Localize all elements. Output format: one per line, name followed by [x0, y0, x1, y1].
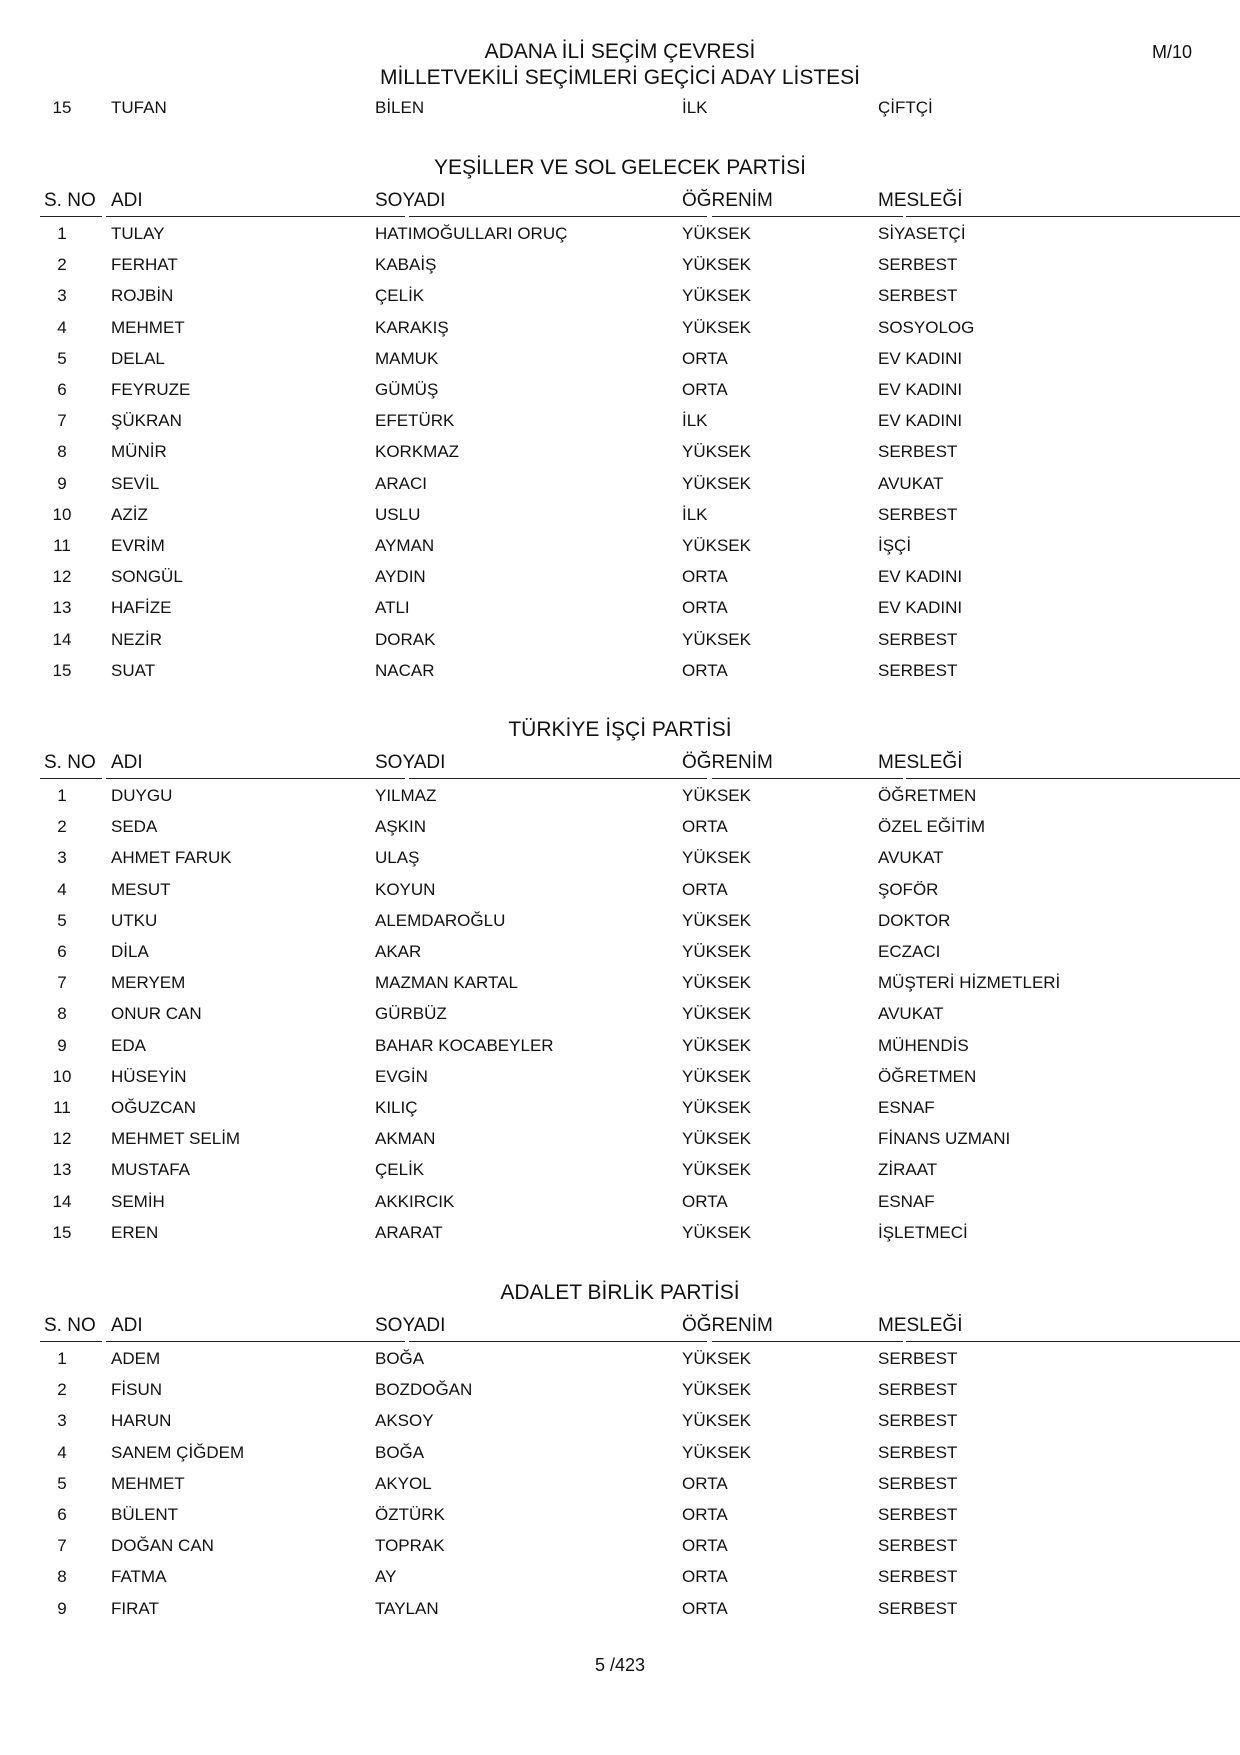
column-header-adi: ADI — [111, 190, 143, 211]
cell-adi: BÜLENT — [111, 1505, 179, 1524]
cell-ogrenim: ORTA — [682, 1536, 728, 1556]
header-underline — [906, 1341, 1240, 1342]
table-row — [40, 786, 1240, 810]
cell-adi: FIRAT — [111, 1598, 159, 1618]
cell-meslegi: ZİRAAT — [878, 1160, 938, 1180]
cell-ogrenim: YÜKSEK — [682, 1411, 751, 1431]
table-row — [40, 1474, 1240, 1498]
cell-soyadi: ATLI — [375, 598, 410, 618]
cell-ogrenim: YÜKSEK — [682, 1442, 751, 1462]
table-header — [40, 190, 1240, 218]
cell-soyadi: EVGİN — [375, 1066, 428, 1086]
cell-adi: FERHAT — [111, 255, 178, 275]
document-title-line2: MİLLETVEKİLİ SEÇİMLERİ GEÇİCİ ADAY LİSTESİ — [379, 66, 861, 89]
cell-meslegi: EV KADINI — [878, 598, 963, 618]
cell-soyadi: ULAŞ — [375, 848, 420, 868]
cell-soyadi: AKMAN — [375, 1129, 436, 1149]
cell-ogrenim: ORTA — [682, 1191, 728, 1211]
cell-meslegi: FİNANS UZMANI — [878, 1129, 1011, 1149]
table-row — [40, 224, 1240, 248]
table-row — [40, 1160, 1240, 1184]
cell-soyadi: KORKMAZ — [375, 442, 460, 462]
table-row — [40, 349, 1240, 373]
cell-sno: 3 — [57, 848, 67, 868]
table-row — [40, 567, 1240, 591]
cell-soyadi: NACAR — [375, 660, 435, 680]
header-underline — [409, 1341, 707, 1342]
cell-ogrenim: YÜKSEK — [682, 1035, 751, 1055]
column-header-soyadi: SOYADI — [375, 752, 446, 773]
cell-adi: FATMA — [111, 1567, 167, 1587]
cell-ogrenim: ORTA — [682, 817, 728, 837]
cell-sno: 1 — [57, 224, 67, 243]
cell-adi: HARUN — [111, 1411, 172, 1431]
cell-meslegi: AVUKAT — [878, 1004, 944, 1024]
column-header-soyadi: SOYADI — [375, 1315, 446, 1336]
cell-adi: SUAT — [111, 660, 156, 680]
cell-sno: 8 — [57, 1567, 67, 1587]
cell-ogrenim: YÜKSEK — [682, 442, 751, 462]
cell-adi: AHMET FARUK — [111, 848, 232, 868]
cell-sno: 10 — [52, 504, 72, 524]
cell-ogrenim: ORTA — [682, 1473, 728, 1493]
cell-ogrenim: YÜKSEK — [682, 973, 751, 993]
cell-soyadi: TAYLAN — [375, 1598, 439, 1618]
cell-soyadi: GÜMÜŞ — [375, 380, 439, 399]
header-underline — [106, 1341, 405, 1342]
column-header-adi: ADI — [111, 752, 143, 773]
cell-sno: 7 — [57, 411, 67, 431]
table-row — [40, 1443, 1240, 1467]
table-row — [40, 98, 1240, 122]
cell-soyadi: AYDIN — [375, 567, 426, 587]
column-header-meslegi: MESLEĞİ — [878, 752, 963, 773]
party-title: ADALET BİRLİK PARTİSİ — [500, 1281, 740, 1304]
table-row — [40, 630, 1240, 654]
cell-sno: 14 — [52, 1191, 72, 1211]
cell-sno: 6 — [57, 1505, 67, 1524]
cell-ogrenim: YÜKSEK — [682, 317, 751, 337]
cell-adi: MUSTAFA — [111, 1160, 191, 1180]
table-row — [40, 1349, 1240, 1373]
cell-ogrenim: YÜKSEK — [682, 848, 751, 868]
table-row — [40, 942, 1240, 966]
cell-sno: 11 — [53, 536, 71, 555]
cell-ogrenim: YÜKSEK — [682, 1160, 751, 1180]
table-row — [40, 973, 1240, 997]
table-row — [40, 380, 1240, 404]
cell-meslegi: EV KADINI — [878, 411, 963, 431]
table-row — [40, 1505, 1240, 1529]
cell-soyadi: ARACI — [375, 473, 427, 493]
table-row — [40, 848, 1240, 872]
header-underline — [40, 216, 102, 217]
cell-adi: ŞÜKRAN — [111, 411, 182, 431]
cell-sno: 10 — [52, 1066, 72, 1086]
cell-sno: 9 — [57, 473, 67, 493]
header-underline — [40, 778, 102, 779]
cell-ogrenim: YÜKSEK — [682, 286, 751, 306]
cell-meslegi: ESNAF — [878, 1098, 935, 1117]
cell-adi: MERYEM — [111, 973, 186, 993]
cell-sno: 6 — [57, 942, 67, 961]
cell-sno: 6 — [57, 380, 67, 399]
header-underline — [712, 1341, 903, 1342]
table-row — [40, 536, 1240, 560]
cell-sno: 5 — [57, 910, 67, 930]
cell-soyadi: KILIÇ — [375, 1098, 418, 1117]
document-title-line1: ADANA İLİ SEÇİM ÇEVRESİ — [484, 40, 756, 63]
cell-ogrenim: YÜKSEK — [682, 255, 751, 275]
cell-ogrenim: YÜKSEK — [682, 786, 751, 805]
table-row — [40, 505, 1240, 529]
page-number: 5 /423 — [594, 1655, 646, 1675]
cell-adi: EREN — [111, 1222, 159, 1242]
table-header — [40, 752, 1240, 780]
column-header-meslegi: MESLEĞİ — [878, 1315, 963, 1336]
cell-adi: SEDA — [111, 817, 158, 837]
cell-sno: 4 — [57, 1442, 67, 1462]
cell-ogrenim: ORTA — [682, 879, 728, 899]
cell-sno: 15 — [52, 660, 72, 680]
cell-sno: 8 — [57, 1004, 67, 1024]
cell-meslegi: EV KADINI — [878, 348, 963, 368]
cell-meslegi: SERBEST — [878, 1349, 958, 1368]
cell-adi: SEMİH — [111, 1191, 165, 1211]
cell-ogrenim: YÜKSEK — [682, 910, 751, 930]
cell-sno: 9 — [57, 1035, 67, 1055]
cell-soyadi: AKAR — [375, 942, 422, 961]
cell-soyadi: DORAK — [375, 629, 436, 649]
cell-soyadi: BİLEN — [375, 98, 425, 117]
cell-adi: UTKU — [111, 910, 158, 930]
cell-ogrenim: ORTA — [682, 567, 728, 587]
cell-sno: 5 — [57, 1473, 67, 1493]
cell-adi: NEZİR — [111, 629, 162, 649]
cell-adi: SANEM ÇİĞDEM — [111, 1442, 245, 1462]
cell-ogrenim: ORTA — [682, 1567, 728, 1587]
cell-soyadi: AKYOL — [375, 1473, 432, 1493]
table-row — [40, 411, 1240, 435]
cell-soyadi: AŞKIN — [375, 817, 427, 837]
cell-soyadi: KARAKIŞ — [375, 317, 449, 337]
cell-meslegi: EV KADINI — [878, 380, 963, 399]
cell-sno: 5 — [57, 348, 67, 368]
table-row — [40, 442, 1240, 466]
cell-meslegi: SOSYOLOG — [878, 317, 975, 337]
cell-soyadi: MAZMAN KARTAL — [375, 973, 518, 993]
table-row — [40, 1223, 1240, 1247]
cell-ogrenim: YÜKSEK — [682, 1129, 751, 1149]
cell-ogrenim: YÜKSEK — [682, 1066, 751, 1086]
column-header-sno: S. NO — [44, 190, 96, 211]
document-code: M/10 — [1151, 42, 1192, 62]
cell-meslegi: SERBEST — [878, 629, 958, 649]
cell-meslegi: SERBEST — [878, 1380, 958, 1400]
cell-adi: DUYGU — [111, 786, 173, 805]
header-underline — [409, 216, 707, 217]
cell-meslegi: MÜŞTERİ HİZMETLERİ — [878, 973, 1061, 993]
table-row — [40, 1411, 1240, 1435]
cell-soyadi: AKSOY — [375, 1411, 434, 1431]
cell-ogrenim: YÜKSEK — [682, 1004, 751, 1024]
table-row — [40, 1567, 1240, 1591]
table-row — [40, 1599, 1240, 1623]
cell-meslegi: DOKTOR — [878, 910, 951, 930]
table-row — [40, 598, 1240, 622]
table-row — [40, 1380, 1240, 1404]
party-title: TÜRKİYE İŞÇİ PARTİSİ — [508, 718, 732, 741]
cell-ogrenim: YÜKSEK — [682, 1098, 751, 1117]
cell-meslegi: SERBEST — [878, 1505, 958, 1524]
cell-adi: DOĞAN CAN — [111, 1536, 214, 1556]
header-underline — [906, 778, 1240, 779]
cell-adi: AZİZ — [111, 504, 148, 524]
cell-sno: 1 — [57, 1349, 67, 1368]
cell-sno: 15 — [52, 98, 72, 117]
cell-ogrenim: İLK — [682, 98, 708, 117]
cell-ogrenim: İLK — [682, 504, 708, 524]
column-header-sno: S. NO — [44, 752, 96, 773]
cell-meslegi: SERBEST — [878, 286, 958, 306]
header-underline — [409, 778, 707, 779]
header-underline — [712, 778, 903, 779]
cell-soyadi: BOĞA — [375, 1442, 425, 1462]
cell-soyadi: USLU — [375, 504, 421, 524]
cell-soyadi: MAMUK — [375, 348, 439, 368]
cell-sno: 4 — [57, 317, 67, 337]
table-row — [40, 880, 1240, 904]
table-row — [40, 1004, 1240, 1028]
cell-ogrenim: ORTA — [682, 348, 728, 368]
cell-soyadi: YILMAZ — [375, 786, 437, 805]
cell-sno: 14 — [52, 629, 72, 649]
cell-ogrenim: YÜKSEK — [682, 1380, 751, 1400]
cell-ogrenim: ORTA — [682, 598, 728, 618]
cell-sno: 2 — [57, 1380, 67, 1400]
table-row — [40, 255, 1240, 279]
cell-soyadi: BAHAR KOCABEYLER — [375, 1035, 554, 1055]
cell-adi: DİLA — [111, 942, 149, 961]
header-underline — [712, 216, 903, 217]
table-row — [40, 911, 1240, 935]
cell-adi: ONUR CAN — [111, 1004, 202, 1024]
cell-soyadi: ARARAT — [375, 1222, 443, 1242]
cell-sno: 13 — [52, 1160, 72, 1180]
cell-sno: 1 — [57, 786, 67, 805]
table-row — [40, 817, 1240, 841]
cell-sno: 7 — [57, 1536, 67, 1556]
cell-adi: EDA — [111, 1035, 146, 1055]
table-row — [40, 286, 1240, 310]
cell-ogrenim: ORTA — [682, 660, 728, 680]
cell-adi: FİSUN — [111, 1380, 162, 1400]
cell-meslegi: SERBEST — [878, 1536, 958, 1556]
cell-meslegi: AVUKAT — [878, 848, 944, 868]
cell-sno: 12 — [52, 1129, 72, 1149]
header-underline — [40, 1341, 102, 1342]
cell-sno: 11 — [53, 1098, 71, 1117]
header-underline — [106, 778, 405, 779]
column-header-soyadi: SOYADI — [375, 190, 446, 211]
cell-sno: 4 — [57, 879, 67, 899]
cell-meslegi: SERBEST — [878, 1442, 958, 1462]
table-row — [40, 1129, 1240, 1153]
column-header-ogrenim: ÖĞRENİM — [682, 752, 773, 773]
cell-adi: MEHMET — [111, 1473, 185, 1493]
cell-meslegi: AVUKAT — [878, 473, 944, 493]
cell-adi: ROJBİN — [111, 286, 174, 306]
cell-sno: 3 — [57, 1411, 67, 1431]
table-row — [40, 661, 1240, 685]
cell-ogrenim: ORTA — [682, 1505, 728, 1524]
cell-adi: DELAL — [111, 348, 165, 368]
cell-soyadi: AYMAN — [375, 536, 435, 555]
cell-soyadi: AY — [375, 1567, 397, 1587]
cell-soyadi: BOĞA — [375, 1349, 425, 1368]
cell-meslegi: ESNAF — [878, 1191, 935, 1211]
cell-meslegi: ÖĞRETMEN — [878, 786, 977, 805]
cell-soyadi: HATIMOĞULLARI ORUÇ — [375, 224, 568, 243]
cell-meslegi: ECZACI — [878, 942, 941, 961]
cell-meslegi: SERBEST — [878, 1411, 958, 1431]
cell-sno: 15 — [52, 1222, 72, 1242]
cell-adi: MESUT — [111, 879, 171, 899]
cell-adi: MEHMET SELİM — [111, 1129, 241, 1149]
cell-ogrenim: YÜKSEK — [682, 1349, 751, 1368]
column-header-sno: S. NO — [44, 1315, 96, 1336]
cell-adi: SONGÜL — [111, 567, 183, 587]
cell-soyadi: ÇELİK — [375, 1160, 425, 1180]
cell-soyadi: KABAİŞ — [375, 255, 437, 275]
cell-meslegi: MÜHENDİS — [878, 1035, 969, 1055]
cell-ogrenim: ORTA — [682, 1598, 728, 1618]
cell-adi: OĞUZCAN — [111, 1098, 196, 1117]
cell-meslegi: SERBEST — [878, 504, 958, 524]
cell-meslegi: İŞÇİ — [878, 536, 912, 555]
cell-ogrenim: YÜKSEK — [682, 224, 751, 243]
cell-meslegi: ÇİFTÇİ — [878, 98, 933, 117]
cell-meslegi: SERBEST — [878, 255, 958, 275]
cell-soyadi: KOYUN — [375, 879, 436, 899]
table-row — [40, 1067, 1240, 1091]
header-underline — [906, 216, 1240, 217]
table-row — [40, 1536, 1240, 1560]
cell-soyadi: AKKIRCIK — [375, 1191, 455, 1211]
cell-adi: HAFİZE — [111, 598, 172, 618]
cell-meslegi: İŞLETMECİ — [878, 1222, 968, 1242]
cell-adi: MEHMET — [111, 317, 185, 337]
cell-soyadi: BOZDOĞAN — [375, 1380, 473, 1400]
cell-ogrenim: YÜKSEK — [682, 473, 751, 493]
cell-adi: EVRİM — [111, 536, 165, 555]
header-underline — [106, 216, 405, 217]
cell-adi: HÜSEYİN — [111, 1066, 187, 1086]
cell-meslegi: SERBEST — [878, 1598, 958, 1618]
cell-sno: 2 — [57, 817, 67, 837]
cell-sno: 7 — [57, 973, 67, 993]
cell-ogrenim: YÜKSEK — [682, 1222, 751, 1242]
table-row — [40, 1036, 1240, 1060]
party-title: YEŞİLLER VE SOL GELECEK PARTİSİ — [434, 156, 806, 179]
cell-adi: TULAY — [111, 224, 165, 243]
cell-adi: TUFAN — [111, 98, 167, 117]
cell-soyadi: ÇELİK — [375, 286, 425, 306]
column-header-ogrenim: ÖĞRENİM — [682, 1315, 773, 1336]
column-header-adi: ADI — [111, 1315, 143, 1336]
column-header-ogrenim: ÖĞRENİM — [682, 190, 773, 211]
cell-meslegi: SERBEST — [878, 1567, 958, 1587]
table-row — [40, 318, 1240, 342]
table-row — [40, 1098, 1240, 1122]
cell-sno: 3 — [57, 286, 67, 306]
cell-adi: ADEM — [111, 1349, 161, 1368]
cell-ogrenim: ORTA — [682, 380, 728, 399]
cell-meslegi: ŞOFÖR — [878, 879, 939, 899]
cell-ogrenim: YÜKSEK — [682, 629, 751, 649]
cell-soyadi: EFETÜRK — [375, 411, 455, 431]
cell-adi: SEVİL — [111, 473, 160, 493]
cell-meslegi: ÖZEL EĞİTİM — [878, 817, 986, 837]
table-header — [40, 1315, 1240, 1343]
cell-meslegi: SİYASETÇİ — [878, 224, 966, 243]
cell-meslegi: SERBEST — [878, 442, 958, 462]
cell-soyadi: ÖZTÜRK — [375, 1505, 445, 1524]
cell-meslegi: SERBEST — [878, 1473, 958, 1493]
cell-sno: 2 — [57, 255, 67, 275]
cell-sno: 8 — [57, 442, 67, 462]
cell-sno: 9 — [57, 1598, 67, 1618]
column-header-meslegi: MESLEĞİ — [878, 190, 963, 211]
cell-adi: MÜNİR — [111, 442, 167, 462]
cell-meslegi: ÖĞRETMEN — [878, 1066, 977, 1086]
cell-meslegi: EV KADINI — [878, 567, 963, 587]
cell-soyadi: TOPRAK — [375, 1536, 445, 1556]
cell-meslegi: SERBEST — [878, 660, 958, 680]
cell-ogrenim: YÜKSEK — [682, 536, 751, 555]
cell-ogrenim: YÜKSEK — [682, 942, 751, 961]
cell-ogrenim: İLK — [682, 411, 708, 431]
table-row — [40, 474, 1240, 498]
table-row — [40, 1192, 1240, 1216]
cell-sno: 12 — [52, 567, 72, 587]
cell-adi: FEYRUZE — [111, 380, 191, 399]
cell-soyadi: ALEMDAROĞLU — [375, 910, 506, 930]
cell-soyadi: GÜRBÜZ — [375, 1004, 447, 1024]
cell-sno: 13 — [52, 598, 72, 618]
